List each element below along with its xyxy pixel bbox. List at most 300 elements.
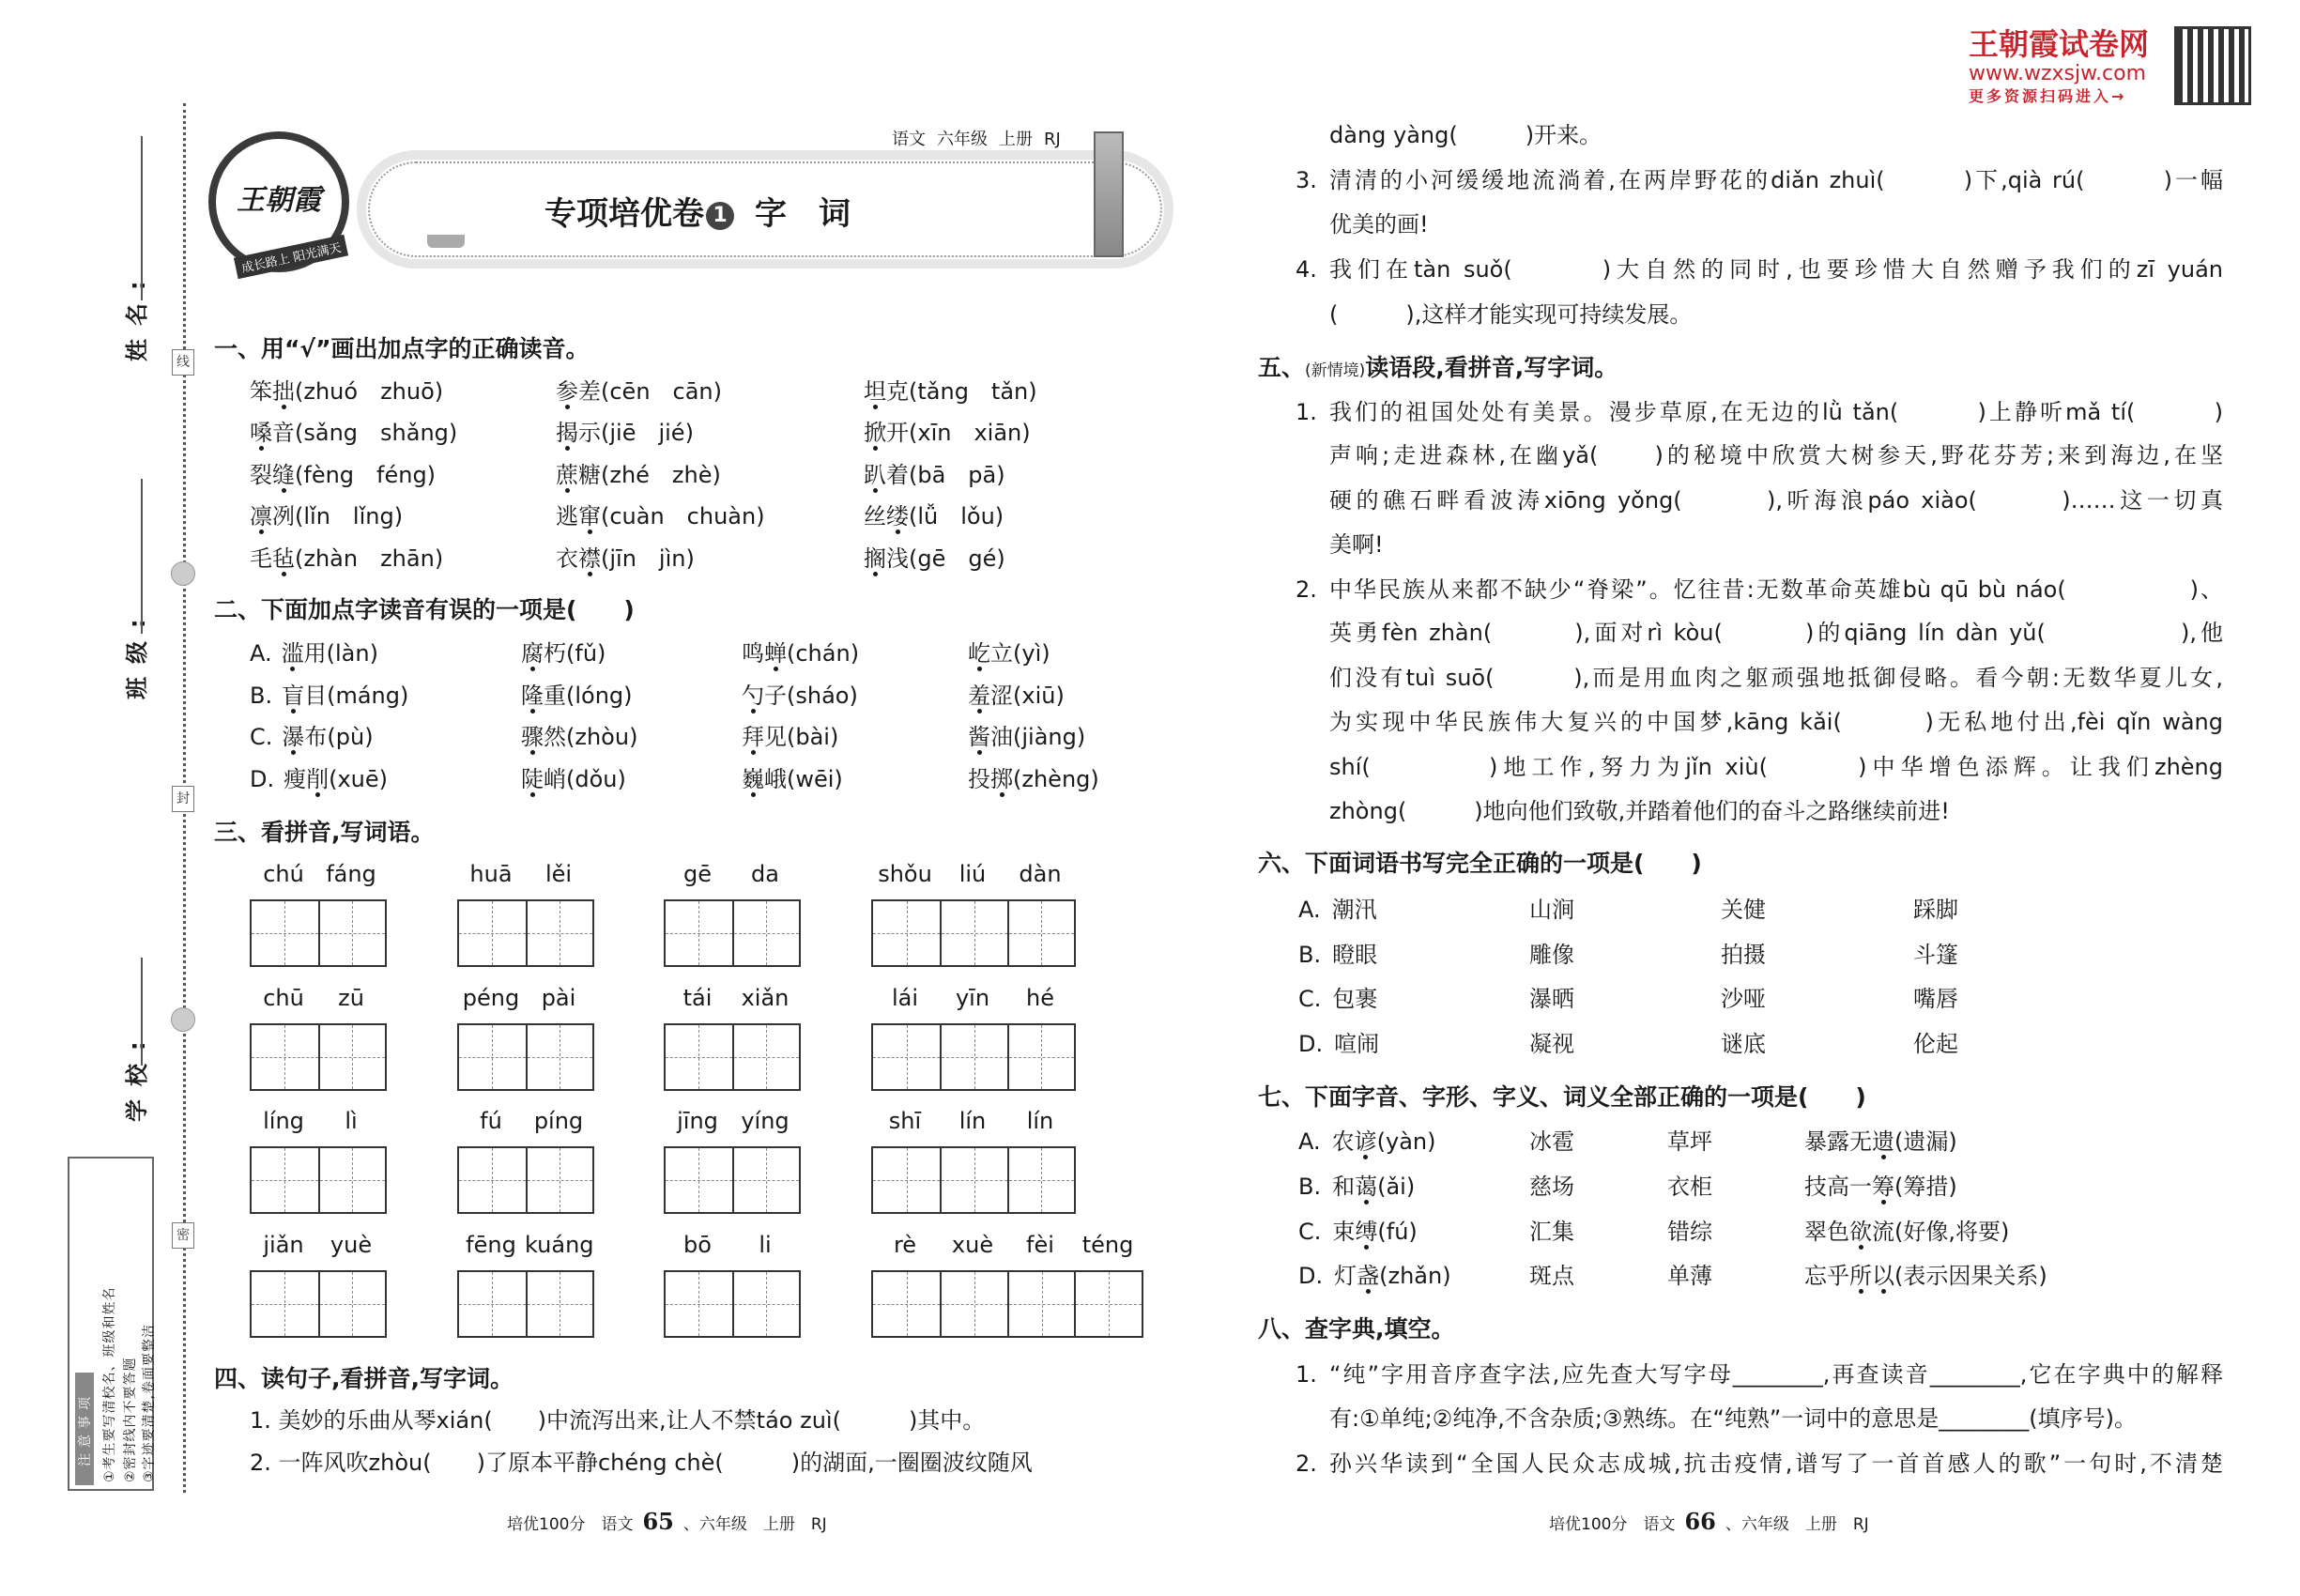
writing-grid[interactable]	[457, 1270, 594, 1338]
reading-item[interactable]	[864, 419, 1031, 447]
school-label: 学校:	[124, 1028, 150, 1122]
option-item	[1721, 896, 1766, 924]
name-field[interactable]	[141, 136, 143, 300]
word: 凝视	[1529, 1031, 1574, 1057]
option-item	[1804, 1128, 1957, 1156]
dotted-word-wrap	[864, 461, 909, 489]
dotted-word: 技高一筹	[1804, 1174, 1894, 1200]
section-5-heading	[1258, 353, 1618, 386]
pinyin-label: fú	[480, 1108, 502, 1134]
pinyin-label: fēng	[466, 1232, 516, 1258]
emphasis-dot-icon	[873, 446, 878, 451]
option-item	[250, 682, 408, 710]
dotted-word-wrap	[521, 639, 566, 668]
seal-char: 密	[172, 1222, 194, 1249]
pinyin-label: yíng	[741, 1108, 790, 1134]
reading-item[interactable]	[556, 461, 721, 489]
writing-grid[interactable]	[871, 1146, 1076, 1214]
writing-grid[interactable]	[664, 1023, 801, 1091]
dotted-word: 搁浅	[864, 545, 909, 572]
dotted-word: 坦克	[864, 378, 909, 405]
dotted-word: 隆重	[521, 683, 566, 709]
writing-grid[interactable]	[664, 1270, 801, 1338]
footer-text: 、六年级 上册 RJ	[1725, 1515, 1869, 1534]
option-item	[1298, 985, 1377, 1013]
meta-edition: RJ	[1044, 130, 1061, 149]
option-item	[1298, 1030, 1379, 1058]
dotted-word: 酱油	[968, 724, 1013, 750]
dotted-word: 逃窜	[556, 503, 601, 529]
pinyin-label: chú	[263, 861, 304, 887]
notice-item: ②密封线内不要答题	[123, 1357, 138, 1482]
name-label: 姓名:	[124, 268, 150, 361]
writing-cell[interactable]	[1007, 901, 1074, 965]
pinyin: (làn)	[326, 640, 378, 667]
reading-item[interactable]	[864, 545, 1005, 573]
pinyin-options: (zhuó zhuō)	[295, 378, 444, 405]
writing-cell[interactable]	[459, 1148, 526, 1212]
option-item	[742, 639, 859, 668]
dotted-word: 暴露无遗	[1804, 1128, 1894, 1155]
dotted-word-wrap	[1332, 1173, 1377, 1201]
writing-grid[interactable]	[871, 899, 1076, 967]
emphasis-dot-icon	[1366, 1289, 1371, 1294]
writing-cell[interactable]	[666, 1148, 732, 1212]
option-item	[1721, 985, 1766, 1013]
paragraph-line: shí( )地工作,努力为jǐn xiù( )中华增色添辉。让我们zhèng	[1329, 754, 2223, 780]
reading-item[interactable]	[250, 461, 436, 489]
option-item	[1913, 896, 1958, 924]
dotted-word-wrap	[968, 723, 1013, 751]
pinyin-options: (zhàn zhān)	[295, 545, 444, 572]
option-item	[1529, 1173, 1574, 1201]
writing-cell[interactable]	[732, 1148, 799, 1212]
dotted-word-wrap	[742, 639, 787, 668]
dotted-word-wrap	[1332, 1218, 1377, 1246]
pinyin-label: lín	[958, 1108, 987, 1134]
writing-grid[interactable]	[871, 1270, 1143, 1338]
dotted-word: 衣柜	[1667, 1174, 1712, 1200]
dotted-word-wrap	[968, 639, 1013, 668]
brand-block	[1969, 26, 2149, 107]
seal-char: 封	[172, 786, 194, 812]
annotation: (zhǎn)	[1379, 1263, 1451, 1289]
word: 沙哑	[1721, 986, 1766, 1012]
writing-cell[interactable]	[318, 1148, 385, 1212]
dotted-word: 裂缝	[250, 462, 295, 488]
sentence-line: 清清的小河缓缓地流淌着,在两岸野花的diǎn zhuì( )下,qià rú( )一幅	[1329, 167, 2223, 193]
option-item	[1913, 1030, 1958, 1058]
pinyin-label: tái	[682, 985, 713, 1011]
option-label: A.	[1298, 897, 1321, 923]
reading-item[interactable]	[556, 502, 765, 530]
brand-url[interactable]: www.wzxsjw.com	[1969, 62, 2147, 85]
option-item	[1721, 941, 1766, 969]
pinyin-label: huā	[469, 861, 513, 887]
writing-cell[interactable]	[318, 1272, 385, 1336]
writing-cell[interactable]	[666, 901, 732, 965]
writing-grid[interactable]	[664, 899, 801, 967]
pinyin: (sháo)	[787, 683, 858, 709]
writing-cell[interactable]	[1007, 1272, 1075, 1336]
dotted-word-wrap	[742, 723, 787, 751]
dotted-word-wrap	[864, 419, 909, 447]
option-item	[1529, 1262, 1574, 1290]
pinyin-label: zū	[338, 985, 364, 1011]
qr-code-icon[interactable]	[2174, 26, 2251, 105]
footer-text: 培优100分 语文	[507, 1515, 634, 1534]
word: 喧闹	[1334, 1031, 1380, 1057]
item-number: 3.	[1296, 167, 1317, 193]
emphasis-dot-icon	[774, 667, 778, 671]
notice-item: ①考生要写清校名、班级和姓名	[102, 1286, 117, 1482]
dotted-word-wrap	[556, 419, 601, 447]
writing-cell[interactable]	[940, 901, 1006, 965]
pinyin-label: hé	[1026, 985, 1054, 1011]
pinyin-label: lěi	[544, 861, 573, 887]
dotted-word: 灯盏	[1334, 1263, 1380, 1289]
emphasis-dot-icon	[259, 446, 264, 451]
dotted-word: 单薄	[1667, 1263, 1712, 1289]
emphasis-dot-icon	[1364, 1200, 1369, 1205]
option-item	[1913, 985, 1958, 1013]
dotted-word: 陡峭	[521, 766, 566, 792]
writing-grid[interactable]	[250, 1146, 387, 1214]
section-3-heading: 三、看拼音,写词语。	[214, 819, 435, 846]
option-label: D.	[1298, 1263, 1324, 1289]
reading-item[interactable]	[556, 419, 694, 447]
option-item	[1529, 896, 1574, 924]
option-item	[1529, 1030, 1574, 1058]
paragraph-line: 声响;走进森林,在幽yǎ( )的秘境中欣赏大树参天,野花芬芳;来到海边,在坚	[1329, 442, 2223, 468]
dotted-word: 斑点	[1529, 1263, 1574, 1289]
school-field[interactable]	[141, 958, 143, 1066]
pinyin-label: péng	[462, 985, 520, 1011]
writing-cell[interactable]	[459, 1025, 526, 1089]
writing-cell[interactable]	[252, 1272, 318, 1336]
notice-box	[68, 1157, 157, 1491]
writing-cell[interactable]	[459, 1272, 526, 1336]
annotation: (好像,将要)	[1894, 1219, 2010, 1245]
sentence-line: dàng yàng( )开来。	[1329, 122, 1602, 148]
emphasis-dot-icon	[873, 572, 878, 576]
emphasis-dot-icon	[530, 792, 535, 797]
emphasis-dot-icon	[1859, 1289, 1863, 1294]
writing-cell[interactable]	[526, 901, 592, 965]
writing-grid[interactable]	[250, 1023, 387, 1091]
pinyin-label: téng	[1081, 1232, 1134, 1258]
question-line: 孙兴华读到“全国人民众志成城,抗击疫情,谱写了一首首感人的歌”一句时,不清楚	[1329, 1450, 2223, 1477]
subject-meta	[881, 126, 1061, 150]
dotted-word: 慈场	[1529, 1174, 1574, 1200]
dotted-word: 掀开	[864, 420, 909, 446]
word: 谜底	[1721, 1031, 1766, 1057]
pinyin-label: jīng	[677, 1108, 718, 1134]
emphasis-dot-icon	[588, 572, 592, 576]
option-item	[521, 639, 606, 668]
option-item	[1804, 1218, 2009, 1246]
emphasis-dot-icon	[588, 529, 592, 534]
pinyin-label: gē	[683, 861, 712, 887]
dotted-word: 忘乎所以	[1804, 1263, 1894, 1289]
writing-cell[interactable]	[732, 1025, 799, 1089]
word: 斗篷	[1913, 942, 1958, 968]
dotted-word: 盲目	[282, 683, 328, 709]
dotted-word-wrap	[556, 461, 601, 489]
writing-cell[interactable]	[1007, 1025, 1074, 1089]
writing-cell[interactable]	[526, 1272, 592, 1336]
option-item	[1298, 1218, 1418, 1246]
dotted-word: 滥用	[281, 640, 327, 667]
dotted-word: 屹立	[968, 640, 1013, 667]
reading-item[interactable]	[250, 377, 443, 406]
annotation: (ǎi)	[1377, 1174, 1416, 1200]
footer-right	[1549, 1508, 1869, 1535]
emphasis-dot-icon	[291, 709, 296, 714]
pinyin-label: lái	[891, 985, 919, 1011]
dotted-word-wrap	[864, 377, 909, 406]
pinyin-label: píng	[533, 1108, 584, 1134]
writing-grid[interactable]	[250, 1270, 387, 1338]
writing-cell[interactable]	[666, 1025, 732, 1089]
dotted-word-wrap	[1667, 1128, 1712, 1156]
pinyin-label: fèi	[1026, 1232, 1054, 1258]
pinyin: (bài)	[787, 724, 839, 750]
dotted-word: 和蔼	[1332, 1174, 1378, 1200]
writing-grid[interactable]	[664, 1146, 801, 1214]
writing-cell[interactable]	[1074, 1272, 1142, 1336]
option-label: C.	[250, 724, 273, 750]
option-item	[250, 723, 374, 751]
writing-grid[interactable]	[871, 1023, 1076, 1091]
annotation: (表示因果关系)	[1894, 1263, 2047, 1289]
emphasis-dot-icon	[1881, 1289, 1886, 1294]
dotted-word-wrap	[282, 723, 327, 751]
dotted-word-wrap	[250, 545, 295, 573]
option-item	[1667, 1218, 1712, 1246]
pinyin-label: chū	[263, 985, 304, 1011]
writing-cell[interactable]	[940, 1272, 1007, 1336]
pinyin-label: lì	[345, 1108, 358, 1134]
paragraph-line: 为实现中华民族伟大复兴的中国梦,kāng kǎi( )无私地付出,fèi qǐn wàng	[1329, 709, 2223, 735]
class-field[interactable]	[141, 479, 143, 634]
emphasis-dot-icon	[751, 750, 756, 755]
footer-left	[507, 1508, 827, 1535]
sentence-line: 我们在tàn suǒ( )大自然的同时,也要珍惜大自然赠予我们的zī yuán	[1329, 256, 2223, 283]
dotted-word-wrap	[556, 377, 601, 406]
dotted-word: 冰雹	[1529, 1128, 1574, 1155]
reading-item[interactable]	[864, 502, 1004, 530]
writing-cell[interactable]	[873, 901, 940, 965]
option-item	[521, 723, 637, 751]
sentence-line: ( ),这样才能实现可持续发展。	[1329, 301, 1693, 328]
option-item	[1667, 1173, 1712, 1201]
writing-cell[interactable]	[873, 1148, 940, 1212]
dotted-word: 丝缕	[864, 503, 909, 529]
writing-cell[interactable]	[873, 1025, 940, 1089]
dotted-word: 笨拙	[250, 378, 295, 405]
option-label: D.	[1298, 1031, 1324, 1057]
pinyin-label: liú	[958, 861, 987, 887]
dotted-word-wrap	[250, 419, 295, 447]
pinyin-options: (cuàn chuàn)	[601, 503, 765, 529]
pinyin: (pù)	[327, 724, 374, 750]
writing-cell[interactable]	[666, 1272, 732, 1336]
dotted-word: 凛冽	[250, 503, 295, 529]
word: 拍摄	[1721, 942, 1766, 968]
pinyin: (dǒu)	[566, 766, 626, 792]
option-label: A.	[250, 640, 272, 667]
question-line: “纯”字用音序查字法,应先查大写字母________,再查读音________,它在字典中的解释	[1329, 1361, 2223, 1388]
emphasis-dot-icon	[290, 667, 295, 671]
pinyin: (máng)	[327, 683, 409, 709]
pinyin-label: líng	[263, 1108, 304, 1134]
dotted-word-wrap	[1529, 1218, 1574, 1246]
dotted-word-wrap	[282, 639, 327, 668]
logo-ribbon: 成长路上 阳光满天	[234, 235, 348, 279]
writing-cell[interactable]	[252, 901, 318, 965]
dotted-word-wrap	[1332, 1128, 1377, 1156]
dotted-word: 错综	[1667, 1219, 1712, 1245]
emphasis-dot-icon	[1881, 1155, 1886, 1159]
word: 潮汛	[1331, 897, 1377, 923]
writing-cell[interactable]	[940, 1148, 1006, 1212]
annotation: (遗漏)	[1894, 1128, 1957, 1155]
option-label: B.	[1298, 942, 1322, 968]
option-label: B.	[250, 683, 273, 709]
emphasis-dot-icon	[282, 488, 286, 493]
reading-item[interactable]	[556, 377, 722, 406]
dotted-word: 揭示	[556, 420, 601, 446]
pinyin: (jiàng)	[1013, 724, 1086, 750]
annotation: (fú)	[1377, 1219, 1418, 1245]
section-8-heading: 八、查字典,填空。	[1258, 1315, 1455, 1343]
word: 山涧	[1529, 897, 1574, 923]
emphasis-dot-icon	[751, 709, 756, 714]
dotted-word-wrap	[742, 765, 787, 793]
emphasis-dot-icon	[977, 667, 982, 671]
item-number: 2.	[1296, 576, 1317, 603]
pinyin-options: (cēn cān)	[601, 378, 723, 405]
emphasis-dot-icon	[530, 750, 535, 755]
dotted-word-wrap	[556, 545, 601, 573]
option-item	[968, 765, 1099, 793]
pinyin-label: jiǎn	[263, 1232, 304, 1258]
page-number: 65	[642, 1508, 674, 1535]
paragraph-line: 们没有tuì suō( ),而是用血肉之躯顽强地抵御侵略。看今朝:无数华夏儿女,	[1329, 665, 2223, 691]
option-item	[1298, 896, 1377, 924]
annotation: (筹措)	[1894, 1174, 1957, 1200]
emphasis-dot-icon	[565, 405, 570, 409]
reading-item[interactable]	[250, 502, 403, 530]
option-item	[1804, 1262, 2047, 1290]
emphasis-dot-icon	[291, 750, 296, 755]
pinyin-label: lín	[1026, 1108, 1054, 1134]
writing-cell[interactable]	[459, 901, 526, 965]
option-item	[1298, 1173, 1415, 1201]
section-1-heading: 一、用“√”画出加点字的正确读音。	[214, 335, 590, 362]
option-item	[1529, 985, 1574, 1013]
reading-item[interactable]	[864, 377, 1037, 406]
writing-cell[interactable]	[318, 1025, 385, 1089]
writing-cell[interactable]	[1007, 1148, 1074, 1212]
paragraph-line: 我们的祖国处处有美景。漫步草原,在无边的lǜ tǎn( )上静听mǎ tí( )	[1329, 399, 2223, 425]
seal-circle-icon	[171, 1007, 195, 1032]
writing-grid[interactable]	[457, 1023, 594, 1091]
option-item	[968, 682, 1065, 710]
reading-item[interactable]	[250, 419, 457, 447]
dotted-word-wrap	[1667, 1173, 1712, 1201]
pinyin-label: kuáng	[525, 1232, 594, 1258]
writing-cell[interactable]	[732, 901, 799, 965]
option-item	[1721, 1030, 1766, 1058]
writing-cell[interactable]	[318, 901, 385, 965]
pinyin-label: pài	[541, 985, 576, 1011]
emphasis-dot-icon	[977, 709, 982, 714]
paragraph-line: zhòng( )地向他们致敬,并踏着他们的奋斗之路继续前进!	[1329, 798, 1950, 824]
emphasis-dot-icon	[1000, 792, 1004, 797]
writing-cell[interactable]	[526, 1148, 592, 1212]
meta-subject: 语文	[892, 130, 926, 149]
pinyin: (wēi)	[787, 766, 843, 792]
writing-cell[interactable]	[252, 1148, 318, 1212]
pinyin-label: yuè	[330, 1232, 373, 1258]
writing-grid[interactable]	[250, 899, 387, 967]
word: 雕像	[1529, 942, 1574, 968]
section-7-heading: 七、下面字音、字形、字义、词义全部正确的一项是( )	[1258, 1083, 1866, 1111]
writing-grid[interactable]	[457, 1146, 594, 1214]
dotted-word: 汇集	[1529, 1219, 1574, 1245]
writing-grid[interactable]	[457, 899, 594, 967]
item-number: 2.	[1296, 1450, 1317, 1477]
dotted-word: 参差	[556, 378, 601, 405]
dotted-word: 勺子	[742, 683, 787, 709]
option-item	[1913, 941, 1958, 969]
option-item	[521, 682, 633, 710]
word: 关健	[1721, 897, 1766, 923]
emphasis-dot-icon	[530, 667, 535, 671]
word: 瀑晒	[1529, 986, 1574, 1012]
writing-cell[interactable]	[732, 1272, 799, 1336]
word: 包裹	[1332, 986, 1378, 1012]
dotted-word: 趴着	[864, 462, 909, 488]
pinyin-label: fáng	[326, 861, 376, 887]
option-item	[250, 639, 378, 668]
dotted-word: 翠色欲流	[1804, 1219, 1894, 1245]
title-text: 专项培优卷	[544, 195, 704, 233]
item-number: 1.	[1296, 1361, 1317, 1388]
reading-item[interactable]	[864, 461, 1005, 489]
dotted-word: 拜见	[742, 724, 787, 750]
writing-cell[interactable]	[526, 1025, 592, 1089]
dotted-word-wrap	[1529, 1128, 1574, 1156]
paragraph-line: 硬的礁石畔看波涛xiōng yǒng( ),听海浪páo xiào( )……这一切真	[1329, 487, 2223, 514]
pinyin-label: xuè	[951, 1232, 994, 1258]
pinyin: (zhòu)	[566, 724, 638, 750]
dotted-word: 毛毡	[250, 545, 295, 572]
writing-cell[interactable]	[252, 1025, 318, 1089]
emphasis-dot-icon	[565, 488, 570, 493]
reading-item[interactable]	[250, 545, 443, 573]
pinyin-label: li	[759, 1232, 772, 1258]
context-tag: (新情境)	[1305, 361, 1366, 380]
emphasis-dot-icon	[1363, 1155, 1368, 1159]
paragraph-line: 英勇fèn zhàn( ),面对rì kòu( )的qiāng lín dàn yǔ( ),他	[1329, 620, 2223, 646]
reading-item[interactable]	[556, 545, 695, 573]
writing-cell[interactable]	[940, 1025, 1006, 1089]
pinyin-options: (jīn jìn)	[601, 545, 695, 572]
writing-cell[interactable]	[873, 1272, 940, 1336]
